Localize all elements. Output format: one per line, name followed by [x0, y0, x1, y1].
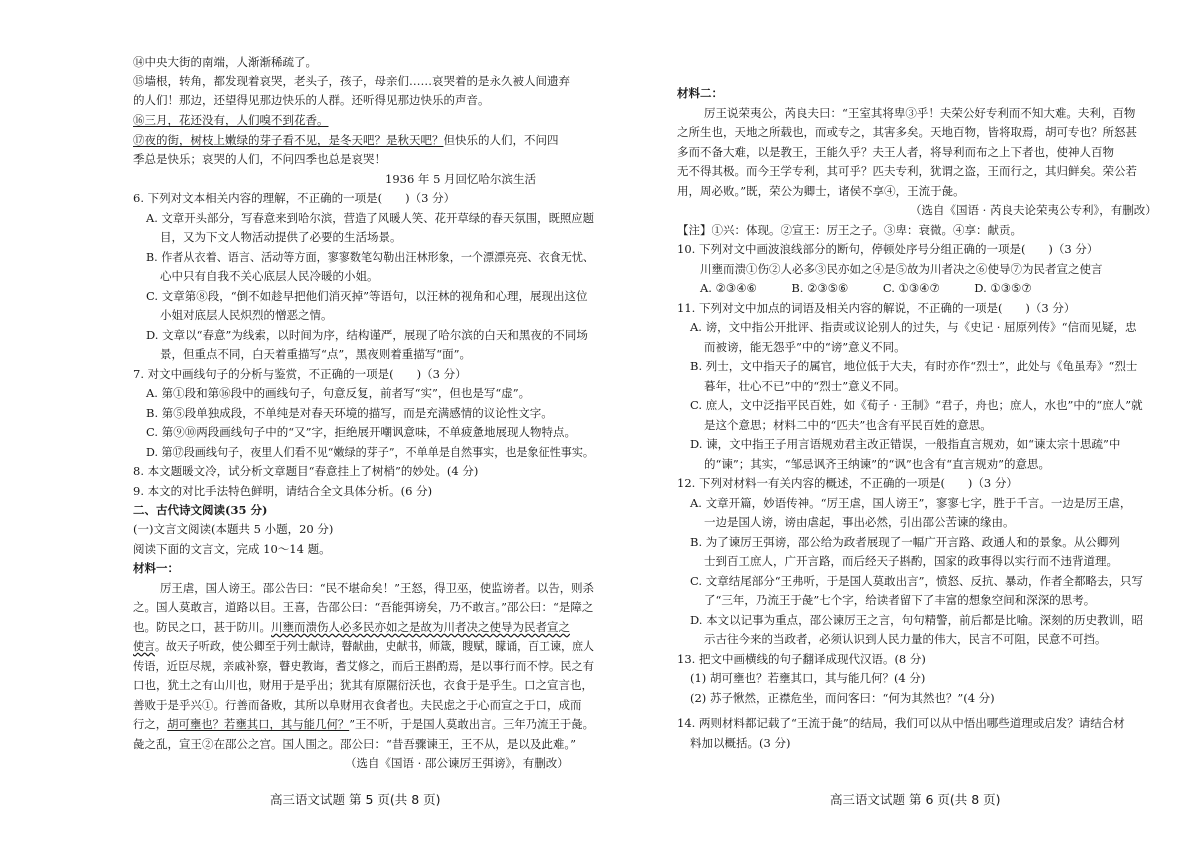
para-15-line2: 的人们！那边，还望得见那边快乐的人群。还听得见那边快乐的声音。: [133, 93, 490, 107]
text1-line7: 善败于是乎兴①。行善而备败，其所以阜财用衣食者也。夫民虑之于心而宣之于口，成而: [133, 698, 582, 712]
page-footer-6: 高三语文试题 第 6 页(共 8 页): [830, 792, 1001, 807]
text1-line4: [133, 639, 594, 653]
q12-option-d-1: D. 本文以记事为重点，邵公谏厉王之言，句句精警，前后都是比喻。深刻的历史教训，昭: [690, 613, 1144, 627]
q12-option-d-2: 示古往今来的当政者，必须认识到人民力量的伟大，民言不可阻，民意不可挡。: [704, 632, 1107, 646]
reading-instruction: 阅读下面的文言文，完成 10～14 题。: [133, 542, 331, 556]
text2-line2: 之所生也，天地之所载也，而或专之，其害多矣。天地百物，皆将取焉，胡可专也？所怒甚: [677, 125, 1137, 139]
q10-sentence: 川壅而溃①伤②人必多③民亦如之④是⑤故为川者决之⑥使导⑦为民者宣之使言: [700, 262, 1103, 276]
text1-line3: [133, 620, 570, 634]
text1-line8-rest: ”王不听，于是国人莫敢出言。三年乃流王于彘。: [349, 717, 594, 731]
question-8: 8. 本文题暖文冷，试分析文章题目“春意挂上了树梢”的妙处。(4 分): [133, 464, 479, 478]
q11-option-a-1: A. 谤，文中指公开批评、指责或议论别人的过失，与《史记 · 屈原列传》“信而见疑，忠: [690, 320, 1137, 334]
q7-option-a: A. 第①段和第⑯段中的画线句子，句意反复，前者写“实”，但也是写“虚”。: [146, 386, 531, 400]
q6-option-c-1: C. 文章第⑧段，“倒不如趁早把他们消灭掉”等语句，以汪林的视角和心理，展现出这位: [146, 289, 588, 303]
para-17-line2: 季总是快乐；哀哭的人们，不问四季也总是哀哭！: [133, 152, 386, 166]
q12-option-b-2: 士到百工庶人，广开言路，而后经天子斟酌，国家的政事得以实行而不违背道理。: [704, 554, 1118, 568]
q6-option-a-2: 目，又为下文人物活动提供了必要的生活场景。: [160, 230, 402, 244]
text1-line1: 厉王虐，国人谤王。邵公告曰：“民不堪命矣！”王怒，得卫巫，使监谤者。以告，则杀: [160, 581, 594, 595]
q6-option-d-1: D. 文章以“春意”为线索，以时间为序，结构谨严，展现了哈尔滨的白天和黑夜的不同场: [146, 328, 588, 342]
q12-option-b-1: B. 为了谏厉王弭谤，邵公给为政者展现了一幅广开言路、政通人和的景象。从公卿列: [690, 535, 1120, 549]
question-14-line2: 料加以概括。(3 分): [690, 736, 791, 750]
q13-part-1: (1) 胡可壅也？若壅其口，其与能几何？(4 分): [690, 671, 926, 685]
q6-option-b-1: B. 作者从衣着、语言、活动等方面，寥寥数笔勾勒出汪林形象，一个漂漂亮亮、衣食无忧、: [146, 250, 595, 264]
text1-line9: 彘之乱，宣王②在邵公之宫。国人围之。邵公曰：“昔吾骤谏王，王不从，是以及此难。”: [133, 737, 577, 751]
question-7: 7. 对文中画线句子的分析与鉴赏，不正确的一项是( )（3 分）: [133, 367, 467, 381]
q6-option-a-1: A. 文章开头部分，写春意来到哈尔滨，营造了风暖人笑、花开草绿的春天氛围，既照应题: [146, 211, 595, 225]
q13-part-2: (2) 苏子愀然，正襟危坐，而问客曰：“何为其然也？”(4 分): [690, 691, 995, 705]
q6-option-d-2: 景，但重点不同，白天着重描写“点”，黑夜则着重描写“面”。: [160, 347, 472, 361]
subsection-1-heading: (一)文言文阅读(本题共 5 小题，20 分): [133, 522, 334, 536]
right-page: [600, 0, 1200, 849]
question-14-line1: 14. 两则材料都记载了“王流于彘”的结局，我们可以从中悟出哪些道理或启发？请结合材: [677, 716, 1125, 730]
para-15-line1: ⑮墙根，转角，都发现着哀哭，老头子，孩子，母亲们……哀哭着的是永久被人间遗弃: [133, 74, 570, 88]
q12-option-c-2: 了“三年，乃流王于彘”七个字，给读者留下了丰富的想象空间和深深的思考。: [704, 593, 1096, 607]
text2-line3: 多而不备大难，以是教王，王能久乎？夫王人者，将导利而布之上下者也，使神人百物: [677, 145, 1114, 159]
q6-option-c-2: 小姐对底层人民炽烈的憎恶之情。: [160, 308, 333, 322]
section-2-heading: 二、古代诗文阅读(35 分): [133, 503, 268, 517]
material-1-source: （选自《国语 · 邵公谏厉王弭谤》，有删改）: [345, 756, 569, 770]
q11-option-c-2: 是这个意思；材料二中的“匹夫”也含有平民百姓的意思。: [704, 418, 992, 432]
wavy-underlined-passage-end: 使言: [133, 639, 155, 653]
q11-option-c-1: C. 庶人，文中泛指平民百姓，如《荀子 · 王制》“君子，舟也；庶人，水也”中的“庶人”就: [690, 398, 1143, 412]
q11-option-d-2: 的“谏”；其实，“邹忌讽齐王纳谏”的“讽”也含有“直言规劝”的意思。: [704, 457, 1051, 471]
text1-line8-start: 行之，: [133, 717, 168, 731]
text2-line1: 厉王说荣夷公，芮良夫曰：“王室其将卑③乎！夫荣公好专利而不知大难。夫利，百物: [704, 106, 1136, 120]
material-2-source: （选自《国语 · 芮良夫论荣夷公专利》，有删改）: [910, 203, 1157, 217]
q11-option-b-1: B. 列士，文中指天子的属官，地位低于大夫，有时亦作“烈士”，此处与《龟虽寿》“烈士: [690, 359, 1138, 373]
text2-line5: 用，周必败。”既，荣公为卿士，诸侯不享④，王流于彘。: [677, 184, 965, 198]
question-13: 13. 把文中画横线的句子翻译成现代汉语。(8 分): [677, 652, 926, 666]
text1-line4-rest: 。故天子听政，使公卿至于列士献诗，瞽献曲，史献书，师箴，瞍赋，矇诵，百工谏，庶人: [154, 639, 595, 653]
question-11: 11. 下列对文中加点的词语及相关内容的解说，不正确的一项是( )（3 分）: [677, 301, 1076, 315]
underlined-sentence: 胡可壅也？若壅其口，其与能几何？: [167, 717, 350, 731]
page-footer-5: 高三语文试题 第 5 页(共 8 页): [270, 792, 441, 807]
q10-options: A. ②③④⑥ B. ②③⑤⑥ C. ①③④⑦ D. ①③⑤⑦: [700, 281, 1032, 295]
q11-option-a-2: 而被谤，能无怨乎”中的“谤”意义不同。: [704, 340, 906, 354]
para-17-rest: 但快乐的人们，不问四: [443, 133, 559, 147]
para-14: ⑭中央大街的南端，人渐渐稀疏了。: [133, 55, 317, 69]
q7-option-d: D. 第⑰段画线句子，夜里人们看不见“嫩绿的芽子”，不单单是自然事实，也是象征性事实。: [146, 445, 594, 459]
text2-line4: 无不得其极。而今王学专利，其可乎？匹夫专利，犹谓之盗，王而行之，其归鲜矣。荣公若: [677, 164, 1137, 178]
wavy-underlined-passage: 川壅而溃伤人必多民亦如之是故为川者决之使导为民者宣之: [271, 620, 570, 634]
text1-line8: [133, 717, 594, 731]
q12-option-c-1: C. 文章结尾部分“王弗听，于是国人莫敢出言”，愤怒、反抗、暴动，作者全都略去，只写: [690, 574, 1143, 588]
q12-option-a-1: A. 文章开篇，妙语传神。“厉王虐，国人谤王”，寥寥七字，胜于千言。一边是厉王虐，: [690, 496, 1132, 510]
essay-date: 1936 年 5 月回忆哈尔滨生活: [385, 172, 537, 186]
q12-option-a-2: 一边是国人谤，谤由虐起，事出必然，引出邵公苦谏的缘由。: [704, 515, 1015, 529]
question-6: 6. 下列对文本相关内容的理解，不正确的一项是( )（3 分）: [133, 191, 456, 205]
question-9: 9. 本文的对比手法特色鲜明，请结合全文具体分析。(6 分): [133, 484, 433, 498]
text1-line6: 口也，犹土之有山川也，财用于是乎出；犹其有原隰衍沃也，衣食于是乎生。口之宣言也，: [133, 678, 593, 692]
text1-line2: 之。国人莫敢言，道路以目。王喜，告邵公曰：“吾能弭谤矣，乃不敢言。”邵公曰：“是障之: [133, 600, 594, 614]
para-16-underlined: ⑯三月，花还没有，人们嗅不到花香。: [133, 113, 329, 127]
para-17-underlined: ⑰夜的街，树枝上嫩绿的芽子看不见，是冬天吧？是秋天吧？: [133, 133, 444, 147]
text1-line3-start: 也。防民之口，甚于防川。: [133, 620, 271, 634]
q11-option-d-1: D. 谏，文中指王子用言语规劝君主改正错误，一般指直言规劝，如“谏太宗十思疏”中: [690, 437, 1121, 451]
text1-line5: 传语，近臣尽规，亲戚补察，瞽史教诲，耆艾修之，而后王斟酌焉，是以事行而不悖。民之有: [133, 659, 594, 673]
material-2-label: 材料二：: [677, 86, 723, 100]
annotation-note: 【注】①兴：体现。②宣王：厉王之子。③卑：衰微。④享：献贡。: [677, 223, 1022, 237]
question-10: 10. 下列对文中画波浪线部分的断句，停顿处序号分组正确的一项是( )（3 分）: [677, 242, 1099, 256]
material-1-label: 材料一：: [133, 561, 179, 575]
para-17-line1: [133, 133, 559, 147]
question-12: 12. 下列对材料一有关内容的概述，不正确的一项是( )（3 分）: [677, 476, 1018, 490]
q11-option-b-2: 暮年，壮心不已”中的“烈士”意义不同。: [704, 379, 906, 393]
q7-option-c: C. 第⑨⑩两段画线句子中的“又”字，拒绝展开嘲讽意味，不单疲惫地展现人物特点。: [146, 425, 576, 439]
q7-option-b: B. 第⑤段单独成段，不单纯是对春天环境的描写，而是充满感情的议论性文字。: [146, 406, 553, 420]
q6-option-b-2: 心中只有自我不关心底层人民冷暖的小姐。: [160, 269, 379, 283]
